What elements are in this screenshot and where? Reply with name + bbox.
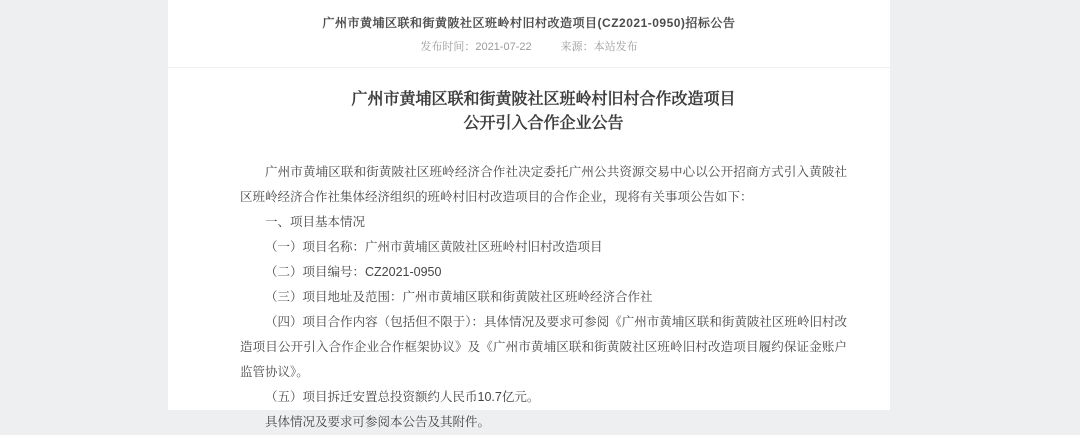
article-title-line1: 广州市黄埔区联和街黄陂社区班岭村旧村合作改造项目 [351, 91, 736, 108]
article-item-project-name: （一）项目名称：广州市黄埔区黄陂社区班岭村旧村改造项目 [265, 240, 603, 254]
article-paragraph-intro: 广州市黄埔区联和街黄陂社区班岭经济合作社决定委托广州公共资源交易中心以公开招商方式引入黄陂社区班岭经济合作社集体经济组织的班岭村旧村改造项目的合作企业，现将有关事项公告如下： [240, 165, 847, 204]
article-item-project-number: （二）项目编号：CZ2021-0950 [265, 265, 442, 279]
announcement-card [168, 0, 890, 429]
article-item-cooperation-content: （四）项目合作内容（包括但不限于）：具体情况及要求可参阅《广州市黄埔区联和街黄陂社区班岭旧村改造项目公开引入合作企业合作框架协议》及《广州市黄埔区联和街黄陂社区班岭旧村改造项目履约保证金账户监管协议》。 [240, 315, 847, 379]
article-title [240, 88, 847, 136]
card-header [168, 0, 890, 68]
source-value: 本站发布 [593, 41, 638, 53]
publish-time-value: 2021-07-22 [475, 41, 532, 53]
article-item-project-address: （三）项目地址及范围：广州市黄埔区联和街黄陂社区班岭经济合作社 [265, 290, 653, 304]
article-closing-note: 具体情况及要求可参阅本公告及其附件。 [265, 415, 491, 429]
publish-time [420, 38, 531, 54]
article-body [240, 160, 847, 435]
page-title: 广州市黄埔区联和街黄陂社区班岭村旧村改造项目(CZ2021-0950)招标公告 [322, 16, 736, 30]
article [168, 68, 890, 435]
article-section-heading: 一、项目基本情况 [265, 215, 366, 229]
source [561, 38, 638, 54]
source-label: 来源： [560, 41, 594, 53]
article-item-investment: （五）项目拆迁安置总投资额约人民币10.7亿元。 [265, 390, 540, 404]
meta-row [168, 38, 890, 54]
article-title-line2: 公开引入合作企业公告 [463, 115, 624, 132]
publish-time-label: 发布时间： [420, 41, 476, 53]
